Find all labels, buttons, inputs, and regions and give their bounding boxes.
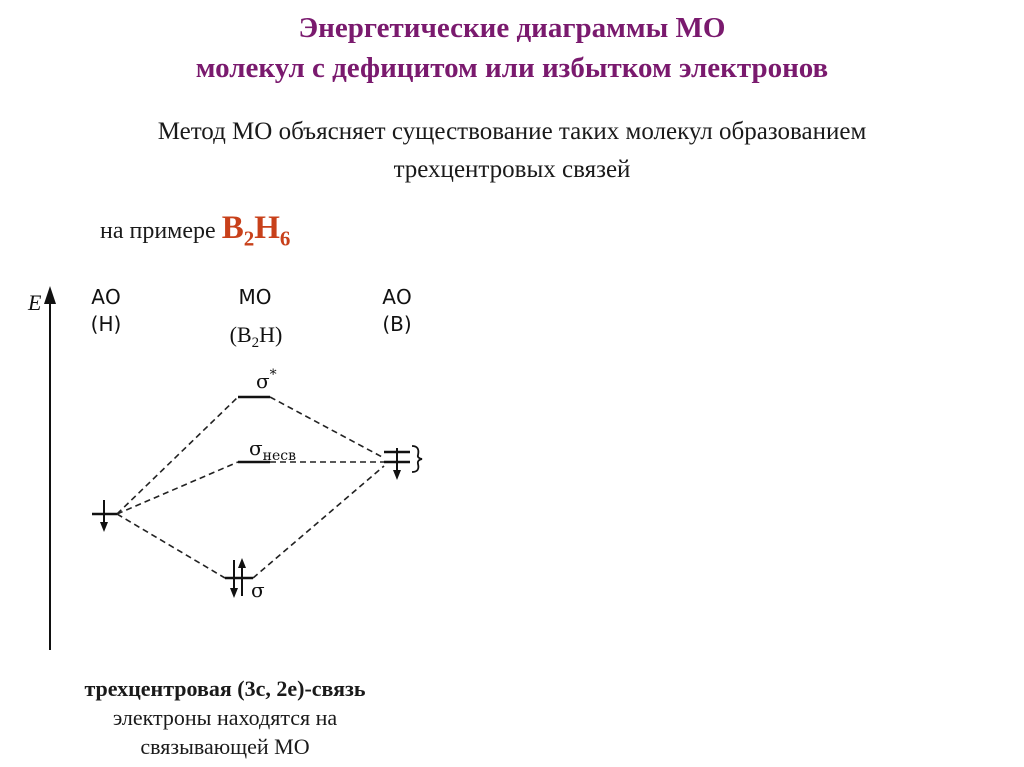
- formula-sub-2: 6: [279, 226, 291, 251]
- sigma-bonding-arrowhead-up: [238, 558, 246, 568]
- mid-header-formula: [230, 322, 283, 351]
- sigma-star-label: [256, 367, 277, 393]
- sigma-nonbonding-symbol: σ: [249, 436, 263, 460]
- h-to-sigma-star: [117, 397, 238, 514]
- formula-h: H: [254, 210, 280, 246]
- formula-b: B: [221, 210, 244, 246]
- sigma-star-symbol: σ: [256, 369, 270, 393]
- sigma-bonding-to-b: [253, 466, 384, 578]
- intro-line-2: трехцентровых связей: [393, 156, 631, 183]
- caption-bond-type: трехцентровая (3с, 2е)-связь: [84, 676, 366, 701]
- energy-axis-label: E: [28, 290, 42, 315]
- caption-line-2: электроны находятся на: [112, 705, 338, 730]
- ao-h-electron-arrowhead: [100, 522, 108, 532]
- right-header-b: (B): [382, 312, 412, 336]
- formula-sub-1: 2: [243, 226, 255, 251]
- mid-formula-open: (B: [229, 322, 252, 347]
- energy-axis-arrow: [44, 286, 56, 304]
- caption-line-3: связывающей МО: [140, 734, 310, 759]
- example-prefix: на примере: [100, 218, 216, 244]
- ao-b-brace: [412, 446, 422, 472]
- ao-b-electron-arrowhead: [393, 470, 401, 480]
- intro-line-1: Метод МО объясняет существование таких молекул образованием: [157, 118, 867, 145]
- h-to-sigma-bonding: [117, 514, 225, 578]
- mid-formula-sub: 2: [251, 335, 260, 351]
- sigma-star-sup: *: [269, 367, 277, 383]
- mid-header-mo: МО: [238, 285, 272, 309]
- right-header-ao: АО: [382, 285, 412, 309]
- sigma-bonding-label: σ: [251, 578, 265, 602]
- title-line-1: Энергетические диаграммы МО: [298, 12, 726, 44]
- h-to-sigma-nonbonding: [117, 462, 238, 514]
- mid-formula-close: H): [259, 322, 283, 347]
- left-header-h: (H): [90, 312, 122, 336]
- sigma-nonbonding-label: [249, 436, 296, 464]
- correlation-lines: [117, 397, 384, 578]
- title-line-2: молекул с дефицитом или избытком электронов: [195, 52, 829, 84]
- sigma-bonding-arrowhead-down: [230, 588, 238, 598]
- left-header-ao: АО: [91, 285, 121, 309]
- sigma-nonbonding-sub: несв: [262, 448, 296, 464]
